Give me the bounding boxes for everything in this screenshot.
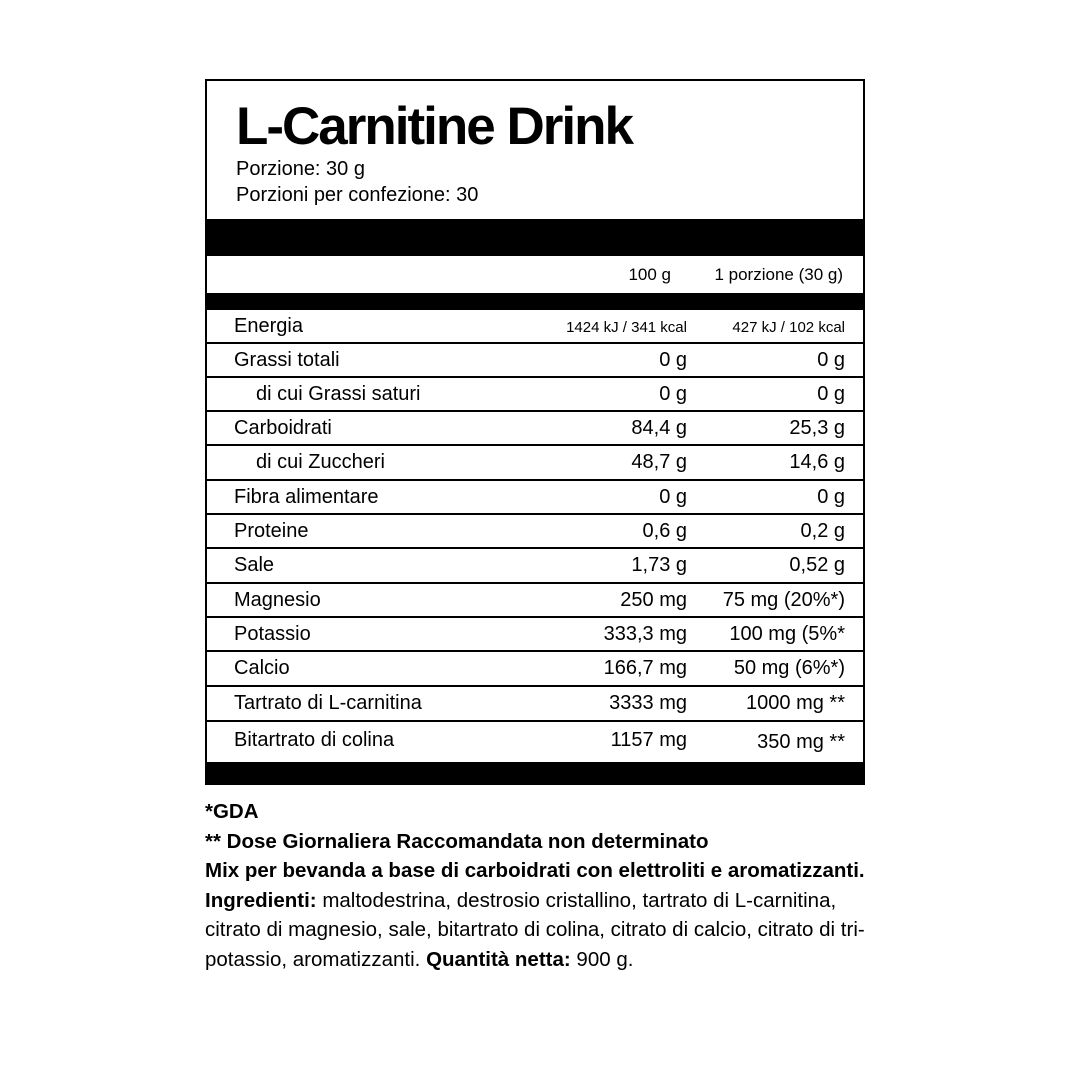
table-row (207, 618, 863, 652)
dose-note: ** Dose Giornaliera Raccomandata non determinato (205, 829, 709, 853)
footer-bar (207, 762, 863, 783)
value-per-100g: 3333 mg (609, 692, 687, 714)
table-row (207, 652, 863, 687)
nutrient-name: Grassi totali (234, 349, 340, 371)
value-per-serving: 75 mg (20%*) (722, 589, 845, 611)
header-divider-bar (207, 219, 863, 256)
table-row (207, 481, 863, 515)
label-notes (205, 797, 885, 974)
nutrient-name: Calcio (234, 657, 290, 679)
nutrient-name: Proteine (234, 520, 309, 542)
value-per-100g: 0,6 g (642, 520, 687, 542)
servings-per-pack: Porzioni per confezione: 30 (236, 184, 479, 206)
column-divider-bar (207, 293, 863, 310)
value-per-100g: 1424 kJ / 341 kcal (566, 319, 687, 336)
table-row (207, 687, 863, 722)
nutrient-name: Sale (234, 554, 275, 576)
nutrient-name: Tartrato di L-carnitina (234, 692, 422, 714)
value-per-100g: 1157 mg (610, 729, 687, 751)
nutrient-name: Potassio (234, 623, 311, 645)
value-per-100g: 0 g (659, 349, 687, 371)
table-row (207, 446, 863, 481)
gda-note: *GDA (205, 800, 259, 823)
value-per-100g: 1,73 g (631, 554, 687, 576)
nutrient-name: di cui Zuccheri (256, 451, 385, 473)
ingredients-list: maltodestrina, destrosio cristallino, tartrato di L-carnitina, citrato di magnesio, sale, bitartrato di colina, citrato di calcio, citrato di tri-potassio, aromatizzanti. (205, 888, 865, 971)
table-row (207, 344, 863, 378)
value-per-serving: 427 kJ / 102 kcal (732, 319, 845, 336)
value-per-100g: 166,7 mg (603, 657, 687, 679)
value-per-100g: 48,7 g (631, 451, 687, 473)
nutrition-label (205, 79, 865, 785)
value-per-100g: 250 mg (620, 589, 687, 611)
value-per-serving: 0,2 g (800, 520, 845, 542)
value-per-serving: 1000 mg ** (746, 692, 845, 714)
label-header (207, 81, 863, 219)
product-description: Mix per bevanda a base di carboidrati con elettroliti e aromatizzanti. (205, 859, 865, 882)
value-per-serving: 0 g (817, 486, 845, 508)
serving-size: Porzione: 30 g (236, 158, 365, 180)
nutrient-name: Energia (234, 315, 303, 337)
value-per-serving: 0 g (817, 383, 845, 405)
value-per-serving: 100 mg (5%* (729, 623, 845, 645)
value-per-100g: 0 g (659, 486, 687, 508)
product-title: L-Carnitine Drink (236, 97, 632, 156)
value-per-100g: 84,4 g (631, 417, 687, 439)
table-row (207, 310, 863, 344)
column-per-100g: 100 g (628, 265, 671, 284)
table-row (207, 378, 863, 412)
table-row (207, 549, 863, 584)
column-per-serving: 1 porzione (30 g) (714, 265, 843, 284)
nutrient-name: Magnesio (234, 589, 321, 611)
value-per-100g: 333,3 mg (603, 623, 687, 645)
value-per-serving: 0 g (817, 349, 845, 371)
table-row (207, 515, 863, 549)
table-row (207, 584, 863, 618)
value-per-serving: 350 mg ** (757, 731, 845, 753)
value-per-serving: 25,3 g (789, 417, 845, 439)
net-quantity-label: Quantità netta: (426, 947, 571, 971)
net-quantity: 900 g. (576, 947, 634, 971)
value-per-serving: 0,52 g (789, 554, 845, 576)
nutrient-name: di cui Grassi saturi (256, 383, 421, 405)
value-per-serving: 14,6 g (789, 451, 845, 473)
nutrient-name: Carboidrati (234, 417, 332, 439)
value-per-100g: 0 g (659, 383, 687, 405)
ingredients-label: Ingredienti: (205, 888, 317, 912)
nutrient-name: Fibra alimentare (234, 486, 379, 508)
column-header (207, 257, 863, 293)
table-row (207, 412, 863, 446)
value-per-serving: 50 mg (6%*) (733, 657, 845, 679)
table-row (207, 722, 863, 762)
nutrient-name: Bitartrato di colina (234, 729, 395, 751)
ingredients-paragraph (205, 856, 885, 974)
